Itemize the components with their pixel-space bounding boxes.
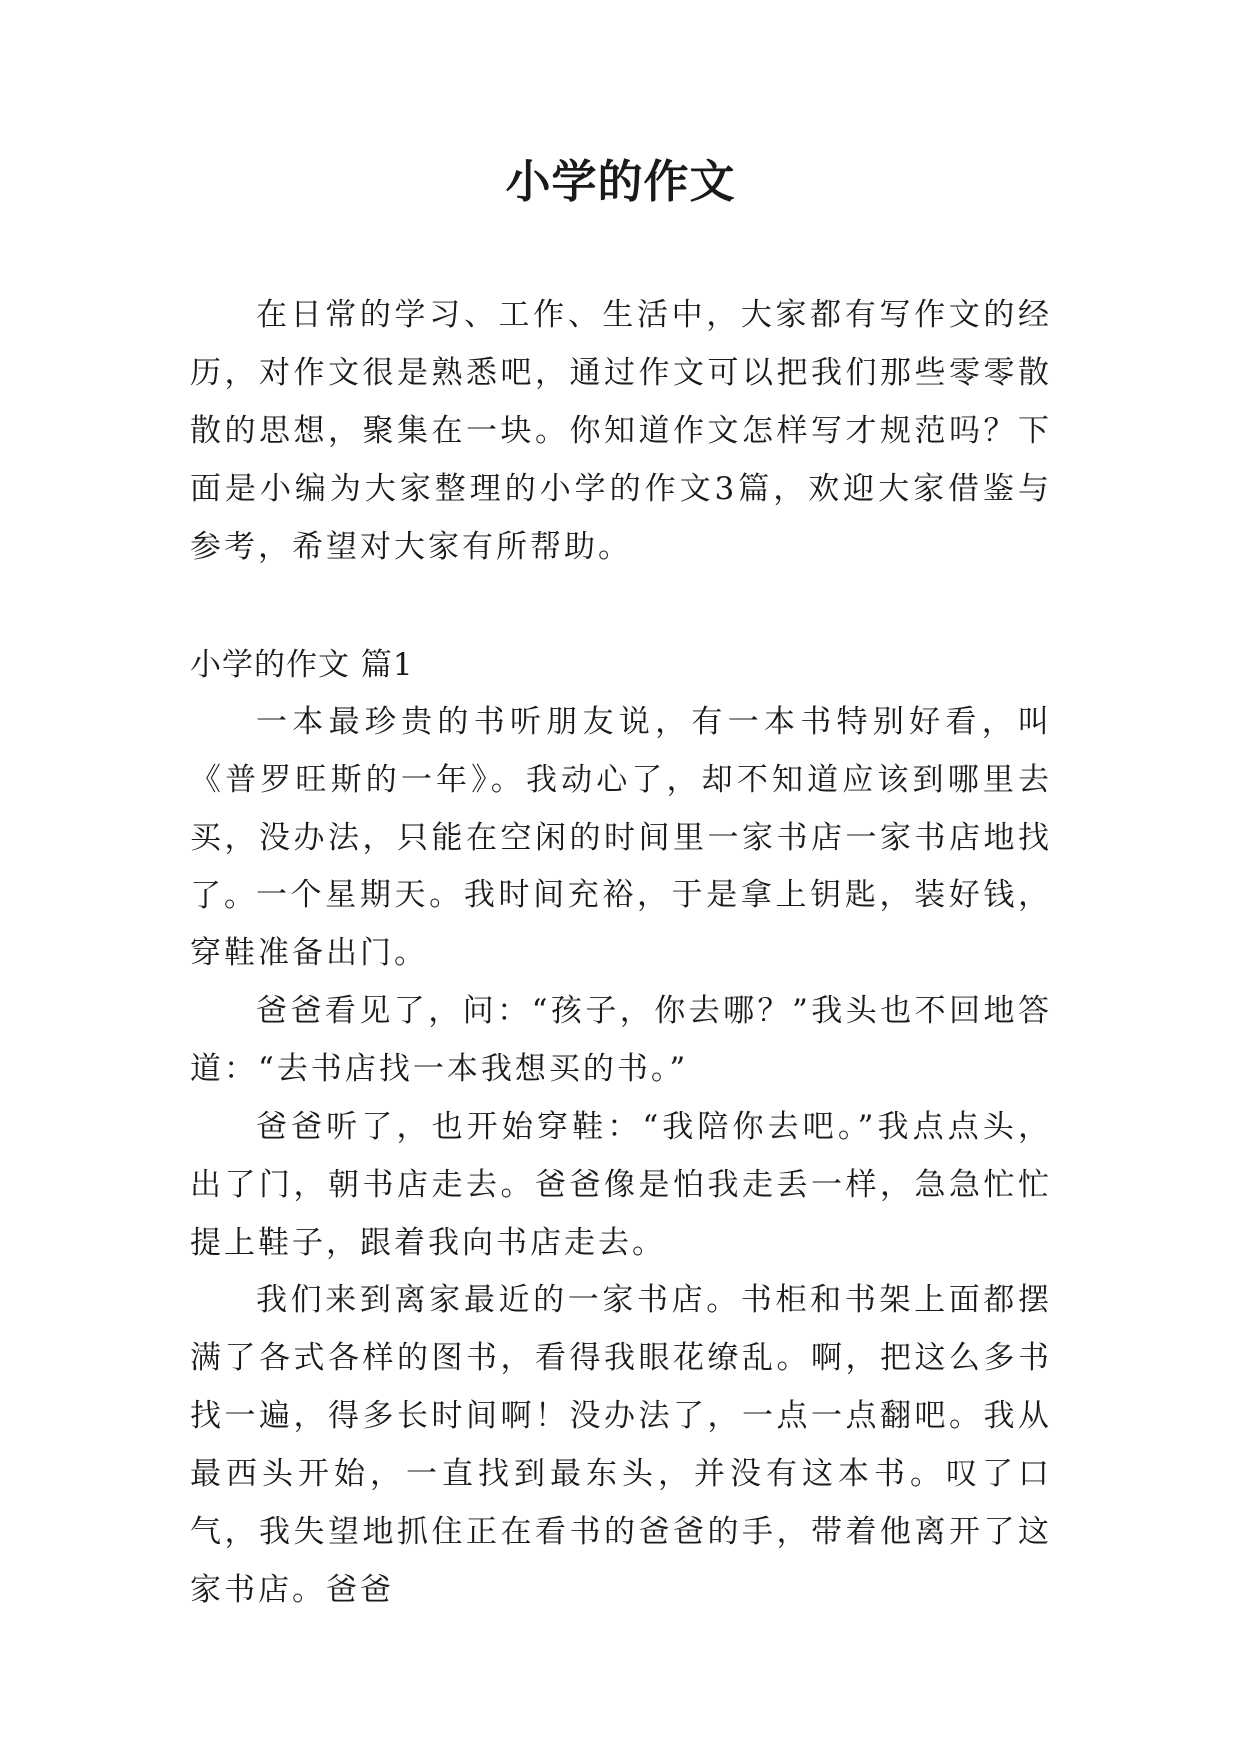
body-paragraph: 一个星期天。我时间充裕，于是拿上钥匙，装好钱，穿鞋准备出门。	[190, 877, 1052, 971]
document-title: 小学的作文	[505, 155, 736, 208]
intro-paragraph: 在日常的学习、工作、生活中，大家都有写作文的经历，对作文很是熟悉吧，通过作文可以把我们那些零零散散的思想，聚集在一块。你知道作文怎样写才规范吗？下面是小编为大家整理的小学的作文3篇，欢迎大家借鉴与参考，希望对大家有所帮助。	[190, 297, 1052, 565]
body-paragraph: 爸爸听了，也开始穿鞋：“我陪你去吧。”我点点头，出了门，朝书店走去。爸爸像是怕我走丢一样，急急忙忙提上鞋子，跟着我向书店走去。	[190, 1109, 1052, 1261]
body-paragraph: 爸爸看见了，问：“孩子，你去哪？”我头也不回地答道：“去书店找一本我想买的书。”	[190, 993, 1052, 1087]
section-heading: 小学的作文 篇1	[190, 647, 414, 683]
body-paragraph: 我们来到离家最近的一家书店。书柜和书架上面都摆满了各式各样的图书，看得我眼花缭乱。啊，把这么多书找一遍，得多长时间啊！没办法了，一点一点翻吧。我从最西头开始，一直找到最东头，并没有这本书。叹了口气，我失望地抓住正在看书的爸爸的手，带着他离开了这家书店。爸爸	[190, 1282, 1052, 1608]
body-paragraph: 一本最珍贵的书听朋友说，有一本书特别好看，叫《普罗旺斯的一年》。我动心了，却不知道应该到哪里去买，没办法，只能在空闲的时间里一家书店一家书店地找了。	[190, 704, 1052, 914]
